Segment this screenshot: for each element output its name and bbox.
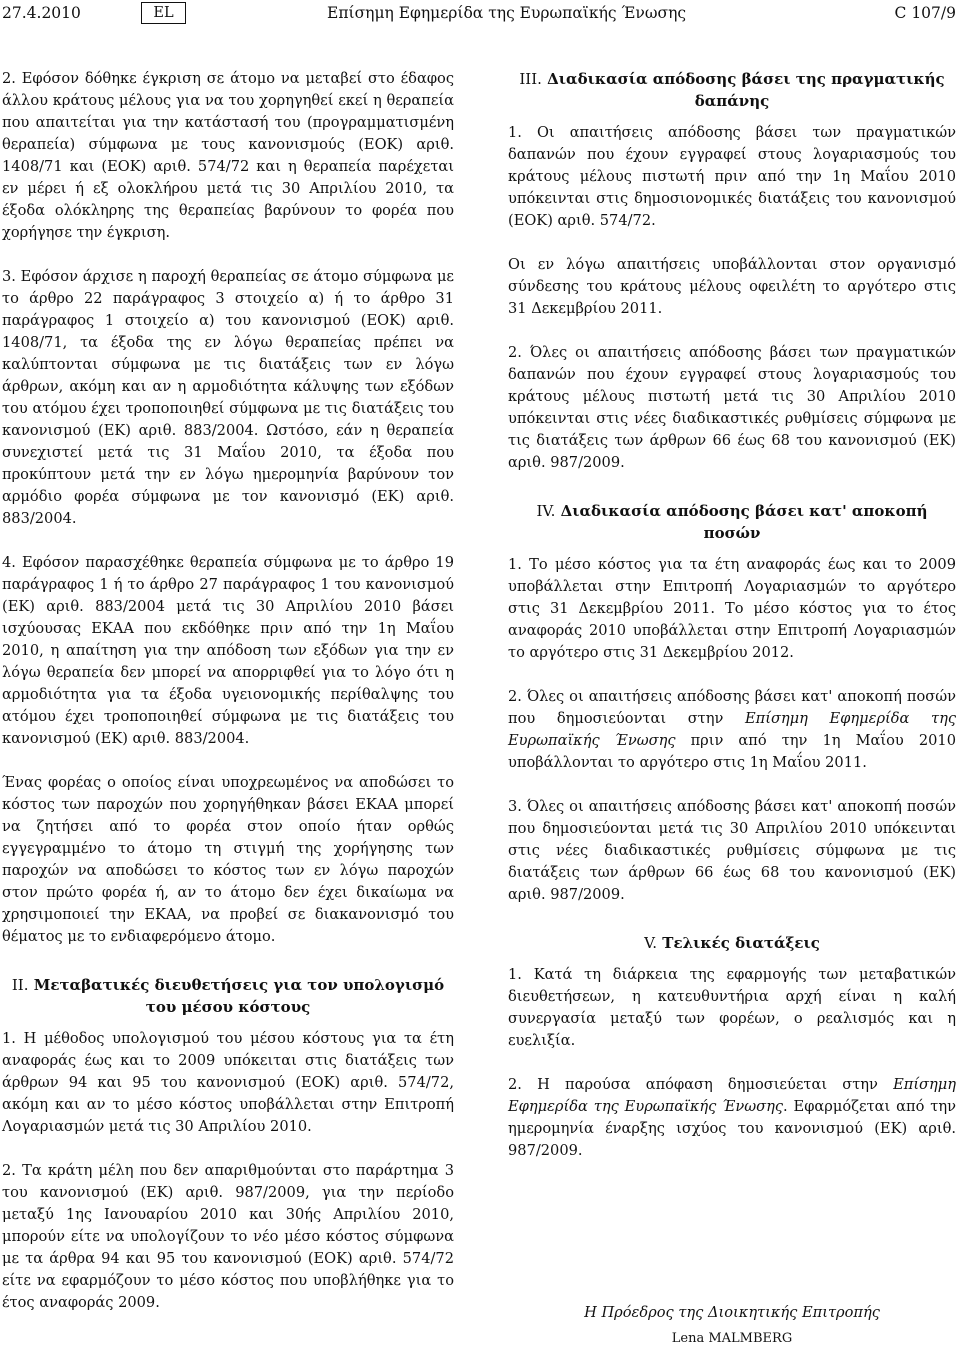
text-run: 2. Όλες οι απαιτήσεις απόδοσης βάσει κατ' αποκοπή ποσών που δημοσιεύονται στην xyxy=(508,688,956,727)
signature-block xyxy=(508,1302,956,1350)
section-v-paragraph-1: 1. Κατά τη διάρκεια της εφαρμογής των μεταβατικών διευθετήσεων, η κατευθυντήρια αρχή είναι η καλή συνεργασία μεταξύ των φορέων, ο ρεαλισμός και η ευελιξία. xyxy=(508,966,956,1049)
paragraph-2: 2. Εφόσον δόθηκε έγκριση σε άτομο να μεταβεί στο έδαφος άλλου κράτους μέλους για να του χορηγηθεί εκεί η θεραπεία που απαιτείται για την κατάστασή του (προγραμματισμένη θεραπεία) σύμφωνα με τους κανονισμούς (ΕΟΚ) αριθ. 1408/71 και (ΕΟΚ) αριθ. 574/72 και η θεραπεία παρέχεται εν μέρει ή εξ ολοκλήρου μετά τις 30 Απριλίου 2010, τα έξοδα ολόκληρης της θεραπείας βαρύνουν το φορέα που χορήγησε την έγκριση. xyxy=(2,70,454,241)
journal-name-italic: Επίσημη Εφημερίδα της Ευρωπαϊκής Ένωσης xyxy=(508,1076,956,1115)
section-heading-ii xyxy=(2,974,454,1018)
publication-date: 27.4.2010 xyxy=(2,4,81,22)
right-column xyxy=(508,68,956,1350)
section-ii-paragraph-2: 2. Τα κράτη μέλη που δεν απαριθμούνται στο παράρτημα 3 του κανονισμού (ΕΚ) αριθ. 987/2009, για την περίοδο μεταξύ 1ης Ιανουαρίου 2010 και 30ής Απριλίου 2010, μπορούν είτε να υπολογίζουν το νέο μέσο κόστος σύμφωνα με τα άρθρα 94 και 95 του κανονισμού (ΕΟΚ) αριθ. 574/72 είτε να εφαρμόζουν το μέσο κόστος που υποβλήθηκε για το έτος αναφοράς 2009. xyxy=(2,1162,454,1311)
section-heading-iv xyxy=(508,500,956,544)
paragraph-3: 3. Εφόσον άρχισε η παροχή θεραπείας σε άτομο σύμφωνα με το άρθρο 22 παράγραφος 3 στοιχείο α) ή το άρθρο 31 παράγραφος 1 στοιχείο α) του κανονισμού (ΕΟΚ) αριθ. 1408/71, τα έξοδα της εν λόγω θεραπείας πρέπει να καλύπτονται σύμφωνα με τις διατάξεις των εν λόγω άρθρων, ακόμη και αν η αρμοδιότητα κάλυψης των εξόδων του ατόμου έχει τροποποιηθεί σύμφωνα με τις διατάξεις του κανονισμού (ΕΚ) αριθ. 883/2004. Ωστόσο, εάν η θεραπεία συνεχιστεί μετά τις 31 Μαΐου 2010, τα έξοδα που προκύπτουν μετά την εν λόγω ημερομηνία βαρύνουν τον αρμόδιο φορέα σύμφωνα με τον κανονισμό (ΕΚ) αριθ. 883/2004. xyxy=(2,268,454,527)
section-number: V. xyxy=(644,934,658,952)
section-number: III. xyxy=(519,70,542,88)
section-iii-paragraph-1: 1. Οι απαιτήσεις απόδοσης βάσει των πραγματικών δαπανών που έχουν εγγραφεί στους λογαριασμούς του κράτους μέλους πιστωτή πριν από την 1η Μαΐου 2010 υπόκεινται στις δημοσιονομικές διατάξεις του κανονισμού (ΕΟΚ) αριθ. 574/72. xyxy=(508,124,956,229)
section-number: IV. xyxy=(536,502,556,520)
paragraph-4: 4. Εφόσον παρασχέθηκε θεραπεία σύμφωνα με το άρθρο 19 παράγραφος 1 ή το άρθρο 27 παράγραφος 1 του κανονισμού (ΕΚ) αριθ. 883/2004 μετά τις 30 Απριλίου 2010 βάσει ισχύουσας ΕΚΑΑ που εκδόθηκε πριν από την 1η Μαΐου 2010, η απαίτηση για την απόδοση των εξόδων για την εν λόγω θεραπεία δεν μπορεί να απορριφθεί για το λόγο ότι η αρμοδιότητα για τα έξοδα υγειονομικής περίθαλψης του ατόμου έχει τροποποιηθεί σύμφωνα με τις διατάξεις του κανονισμού (ΕΚ) αριθ. 883/2004. xyxy=(2,554,454,747)
section-title: Μεταβατικές διευθετήσεις για τον υπολογισμό του μέσου κόστους xyxy=(33,976,445,1016)
section-iii-paragraph-1b: Οι εν λόγω απαιτήσεις υποβάλλονται στον οργανισμό σύνδεσης του κράτους μέλους οφειλέτη το αργότερο στις 31 Δεκεμβρίου 2011. xyxy=(508,256,956,317)
section-number: II. xyxy=(11,976,29,994)
paragraph-carrier-claim: Ένας φορέας ο οποίος είναι υποχρεωμένος να αποδώσει το κόστος των παροχών που χορηγήθηκαν βάσει ΕΚΑΑ μπορεί να ζητήσει από το φορέα στον οποίο ήταν ορθώς εγγεγραμμένο το άτομο τη στιγμή της χορήγησης των παροχών να αποδώσει το κόστος των εν λόγω παροχών στον πρώτο φορέα ή, αν το άτομο δεν έχει δικαίωμα να χρησιμοποιεί την ΕΚΑΑ, να προβεί σε διακανονισμό του θέματος με το ενδιαφερόμενο άτομο. xyxy=(2,774,454,945)
page-reference: C 107/9 xyxy=(894,4,956,22)
section-heading-iii xyxy=(508,68,956,112)
section-title: Διαδικασία απόδοσης βάσει κατ' αποκοπή ποσών xyxy=(560,502,928,542)
text-run: . Εφαρμόζεται από την ημερομηνία έναρξης ισχύος του κανονισμού (ΕΚ) αριθ. 987/2009. xyxy=(508,1098,956,1159)
text-run: πριν από την 1η Μαΐου 2010 υποβάλλονται το αργότερο στις 1η Μαΐου 2011. xyxy=(508,732,956,771)
section-heading-v xyxy=(508,932,956,954)
text-run: 2. Η παρούσα απόφαση δημοσιεύεται στην xyxy=(508,1076,894,1093)
journal-name-italic: Επίσημη Εφημερίδα της Ευρωπαϊκής Ένωσης xyxy=(508,710,957,749)
signatory-role: Η Πρόεδρος της Διοικητικής Επιτροπής xyxy=(584,1304,880,1321)
section-title: Τελικές διατάξεις xyxy=(662,934,820,952)
section-v-paragraph-2 xyxy=(508,1074,956,1162)
section-iv-paragraph-1: 1. Το μέσο κόστος για τα έτη αναφοράς έως και το 2009 υποβάλλεται στην Επιτροπή Λογαριασμών το αργότερο στις 31 Δεκεμβρίου 2011. Το μέσο κόστος για το έτος αναφοράς 2010 υποβάλλεται στην Επιτροπή Λογαριασμών το αργότερο στις 31 Δεκεμβρίου 2012. xyxy=(508,556,956,661)
left-column xyxy=(2,68,454,1314)
page-header xyxy=(0,4,960,28)
journal-title: Επίσημη Εφημερίδα της Ευρωπαϊκής Ένωσης xyxy=(327,4,687,22)
section-iv-paragraph-3: 3. Όλες οι απαιτήσεις απόδοσης βάσει κατ' αποκοπή ποσών που δημοσιεύονται μετά τις 30 Απριλίου 2010 υπόκεινται στις νέες διαδικαστικές ρυθμίσεις σύμφωνα με τις διατάξεις των άρθρων 66 έως 68 του κανονισμού (ΕΚ) αριθ. 987/2009. xyxy=(508,798,956,903)
section-iv-paragraph-2 xyxy=(508,686,956,774)
section-iii-paragraph-2: 2. Όλες οι απαιτήσεις απόδοσης βάσει των πραγματικών δαπανών που έχουν εγγραφεί στους λογαριασμούς του κράτους μέλους πιστωτή μετά τις 30 Απριλίου 2010 υπόκεινται στις νέες διαδικαστικές ρυθμίσεις σύμφωνα με τις διατάξεις των άρθρων 66 έως 68 του κανονισμού (ΕΚ) αριθ. 987/2009. xyxy=(508,344,956,471)
section-title: Διαδικασία απόδοσης βάσει της πραγματικής δαπάνης xyxy=(547,70,945,110)
signatory-name: Lena MALMBERG xyxy=(671,1331,793,1346)
language-code-box: EL xyxy=(141,2,186,24)
section-ii-paragraph-1: 1. Η μέθοδος υπολογισμού του μέσου κόστους για τα έτη αναφοράς έως και το 2009 υπόκειται στις διατάξεις των άρθρων 94 και 95 του κανονισμού (ΕΟΚ) αριθ. 574/72, ακόμη και αν το μέσο κόστος υποβάλλεται στην Επιτροπή Λογαριασμών μετά τις 30 Απριλίου 2010. xyxy=(2,1030,454,1135)
